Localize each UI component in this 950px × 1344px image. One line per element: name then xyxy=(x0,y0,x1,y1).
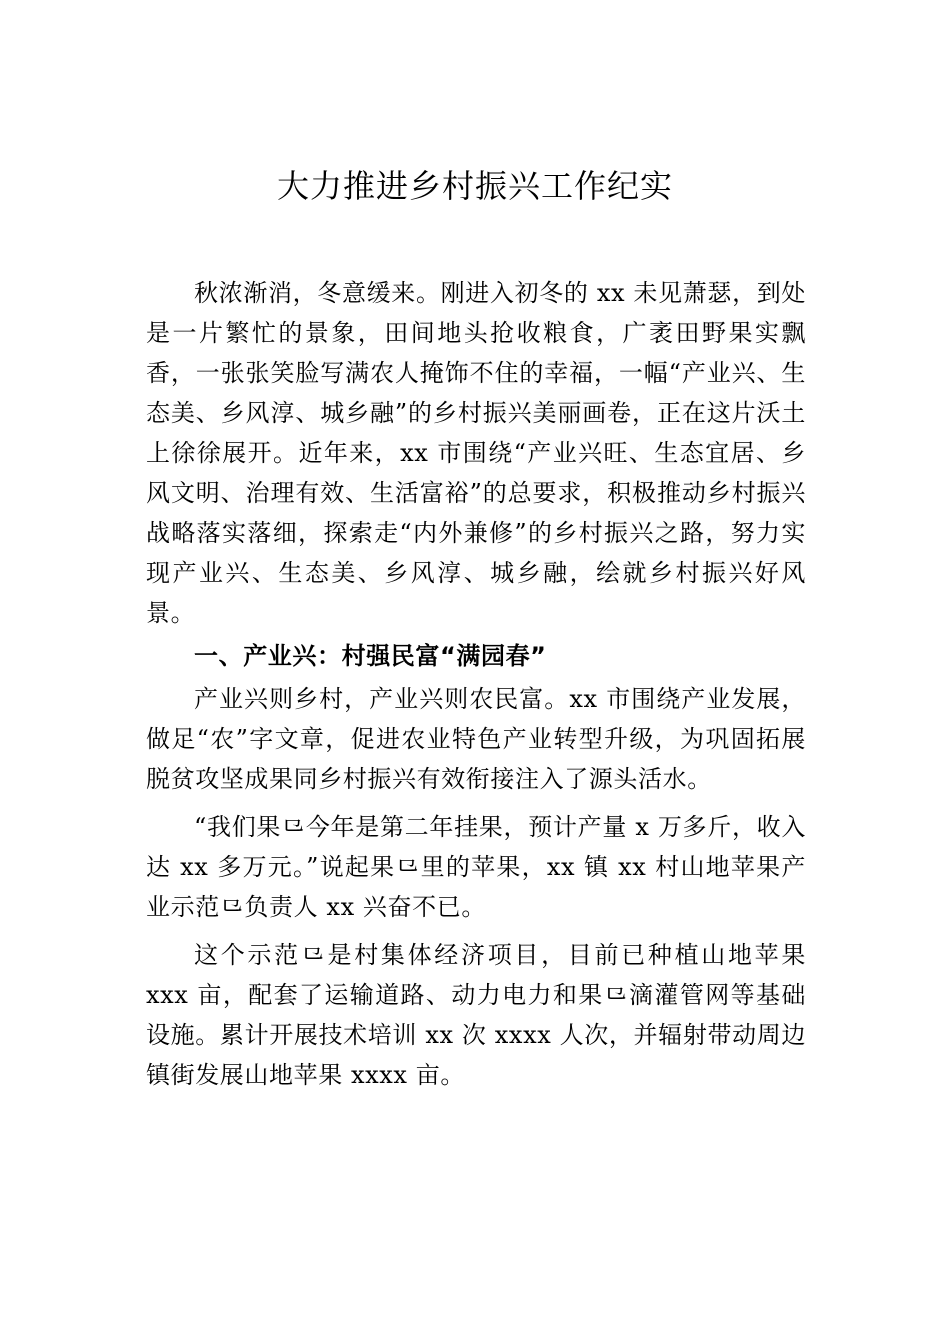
paragraph-industry: 产业兴则乡村，产业兴则农民富。xx 市围绕产业发展，做足“农”字文章，促进农业特色产业转型升级，为巩固拓展脱贫攻坚成果同乡村振兴有效衔接注入了源头活水。 xyxy=(146,685,806,793)
intro-paragraph: 秋浓渐消，冬意缓来。刚进入初冬的 xx 未见萧瑟，到处是一片繁忙的景象，田间地头抢收粮食，广袤田野果实飘香，一张张笑脸写满农人掩饰不住的幸福，一幅“产业兴、生态美、乡风淳、城乡融”的乡村振兴美丽画卷，正在这片沃土上徐徐展开。近年来，xx 市围绕“产业兴旺、生态宜居、乡风文明、治理有效、生活富裕”的总要求，积极推动乡村振兴战略落实落细，探索走“内外兼修”的乡村振兴之路，努力实现产业兴、生态美、乡风淳、城乡融，绘就乡村振兴好风景。 xyxy=(146,279,806,627)
document-title: 大力推进乡村振兴工作纪实 xyxy=(276,167,673,205)
paragraph-demo-park: 这个示范⺋是村集体经济项目，目前已种植山地苹果 xxx 亩，配套了运输道路、动力电力和果⺋滴灌管网等基础设施。累计开展技术培训 xx 次 xxxx 人次，并辐射带动周边镇街发展山地苹果 xxxx 亩。 xyxy=(146,941,806,1089)
document-body xyxy=(146,273,806,1095)
section-heading-1: 一、产业兴：村强民富“满园春” xyxy=(194,642,547,670)
paragraph-quote: “我们果⺋今年是第二年挂果，预计产量 x 万多斤，收入达 xx 多万元。”说起果⺋里的苹果，xx 镇 xx 村山地苹果产业示范⺋负责人 xx 兴奋不已。 xyxy=(146,813,806,921)
